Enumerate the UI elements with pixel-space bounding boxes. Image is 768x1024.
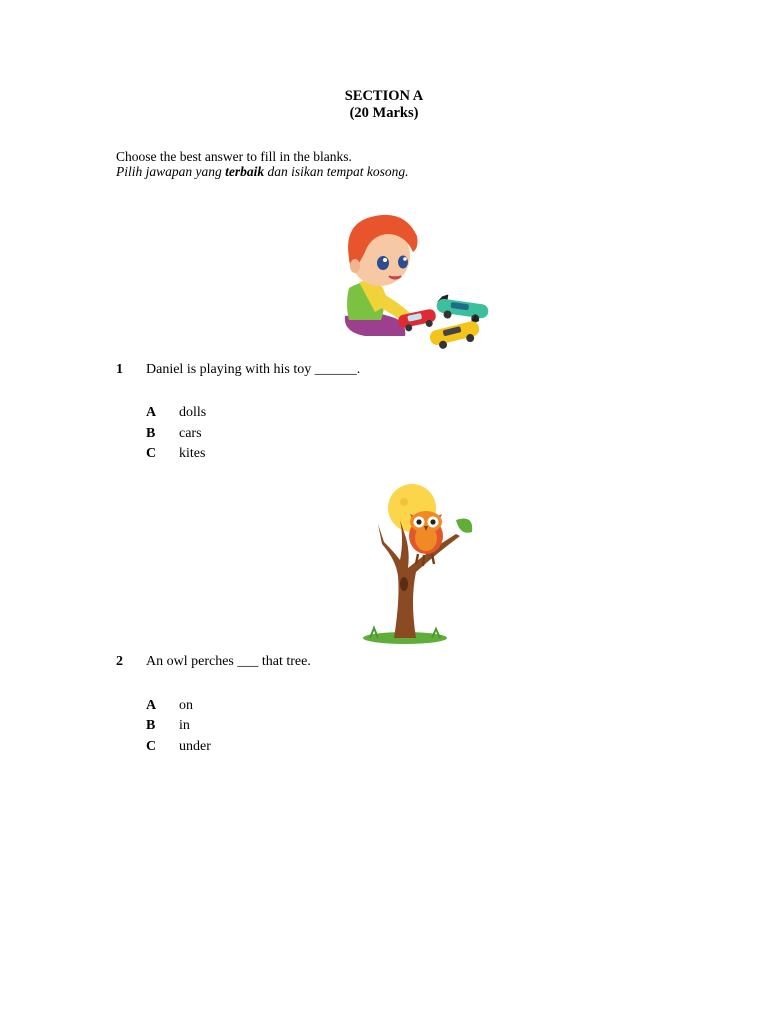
instruction-malay-bold: terbaik	[225, 164, 265, 179]
question-1-option-a-text: dolls	[179, 405, 207, 420]
question-1-option-a-letter: A	[146, 405, 157, 420]
boy-with-toy-cars-illustration	[335, 208, 500, 363]
question-1-number: 1	[116, 362, 123, 377]
owl-on-tree-illustration	[360, 480, 480, 645]
question-2-number: 2	[116, 654, 123, 669]
instruction-malay-part2: dan isikan tempat kosong.	[264, 164, 409, 179]
question-1-option-b-text: cars	[179, 426, 202, 441]
question-1-text: Daniel is playing with his toy ______.	[146, 362, 361, 377]
question-2-option-b-letter: B	[146, 718, 156, 733]
section-marks: (20 Marks)	[349, 105, 419, 121]
question-1-option-b-letter: B	[146, 426, 156, 441]
question-2-option-a-letter: A	[146, 698, 157, 713]
question-1-option-c-text: kites	[179, 446, 206, 461]
instruction-malay-part1: Pilih jawapan yang	[116, 164, 226, 179]
question-1-option-c-letter: C	[146, 446, 157, 461]
question-2-option-b-text: in	[179, 718, 190, 733]
instruction-malay	[116, 164, 409, 179]
question-2-text: An owl perches ___ that tree.	[146, 654, 311, 669]
question-2-option-c-letter: C	[146, 739, 157, 754]
instruction-english: Choose the best answer to fill in the blanks.	[116, 149, 352, 164]
question-2-option-a-text: on	[179, 698, 193, 713]
question-2-option-c-text: under	[179, 739, 211, 754]
section-title: SECTION A	[344, 88, 424, 104]
